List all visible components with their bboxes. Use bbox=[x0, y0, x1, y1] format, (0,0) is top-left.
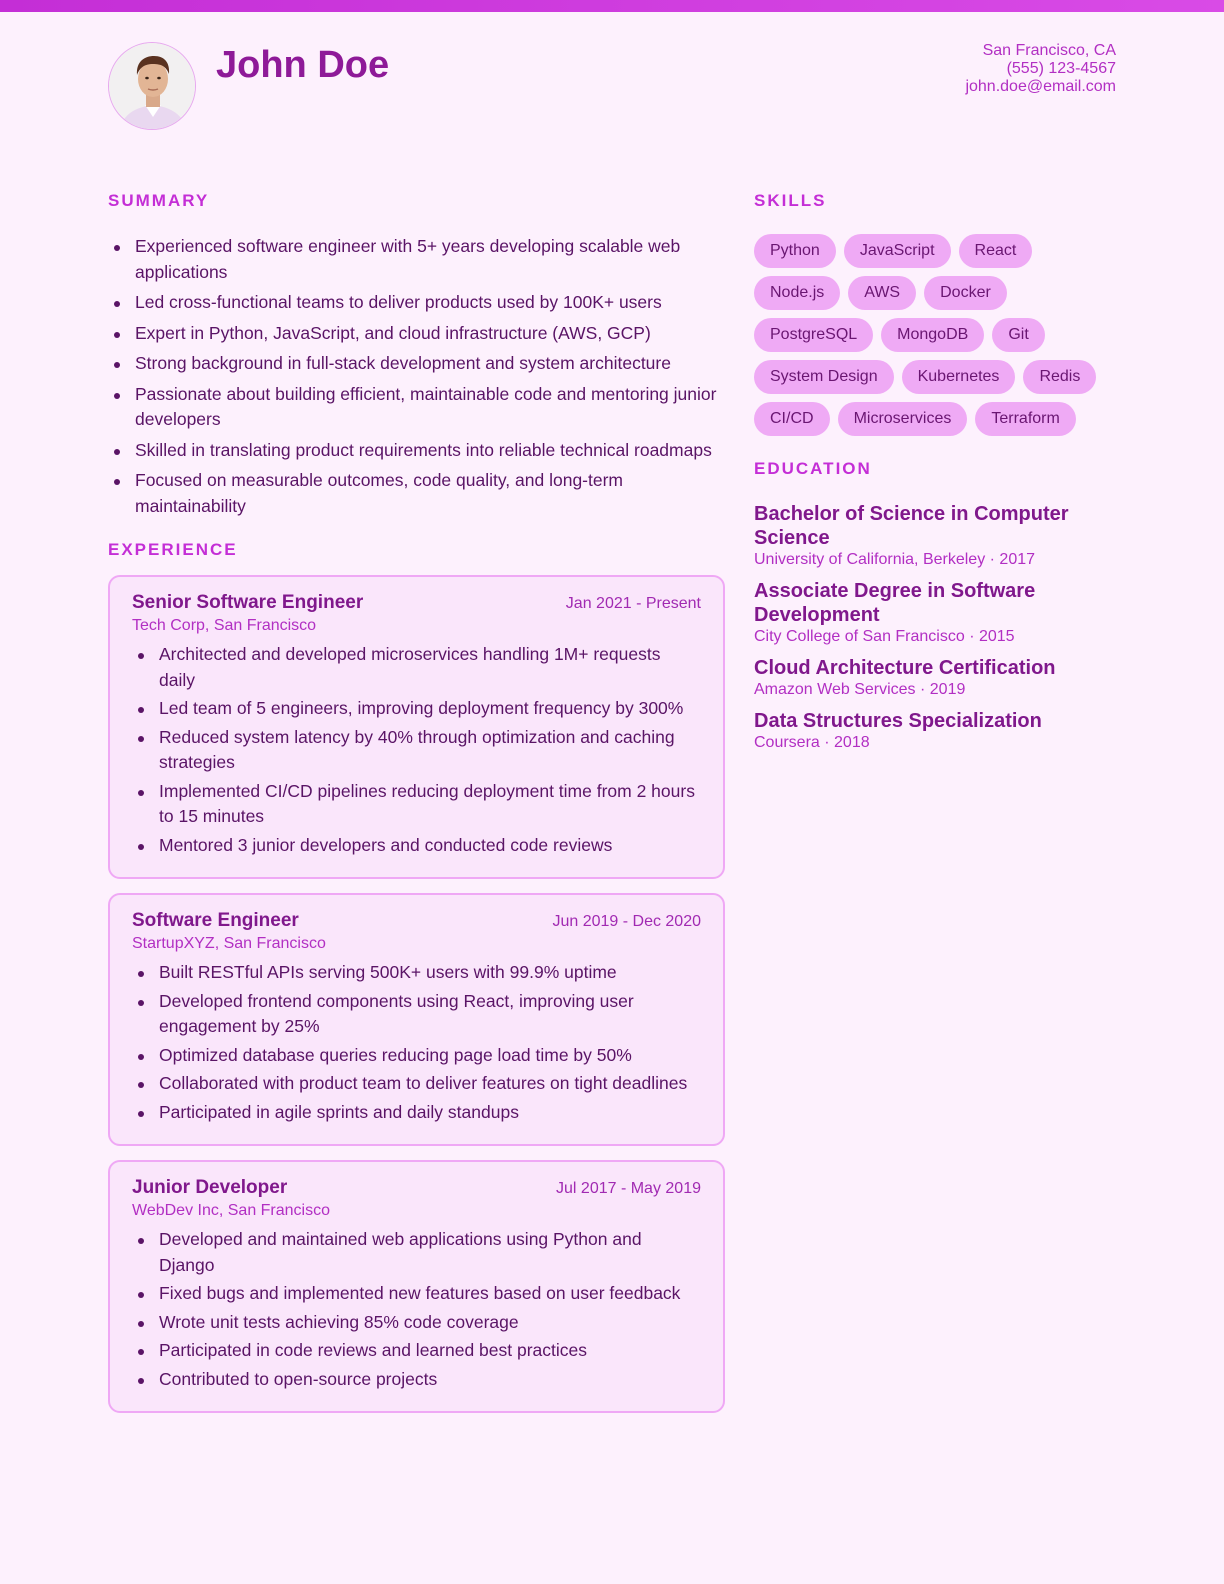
skill-tag: Redis bbox=[1023, 360, 1096, 394]
summary-item: Passionate about building efficient, maintainable code and mentoring junior developers bbox=[108, 382, 725, 433]
job-bullet: Implemented CI/CD pipelines reducing deployment time from 2 hours to 15 minutes bbox=[132, 779, 701, 830]
job-title: Software Engineer bbox=[132, 910, 299, 931]
job-bullets bbox=[132, 642, 701, 858]
job-title: Junior Developer bbox=[132, 1177, 288, 1198]
job-company: WebDev Inc, San Francisco bbox=[132, 1202, 331, 1219]
education-item bbox=[754, 502, 1116, 570]
summary-item: Strong background in full-stack development and system architecture bbox=[108, 351, 725, 377]
skill-tag: Python bbox=[754, 234, 836, 268]
education-degree: Bachelor of Science in Computer Science bbox=[754, 503, 1069, 549]
education-meta: City College of San Francisco · 2015 bbox=[754, 628, 1015, 645]
skill-tag: React bbox=[959, 234, 1033, 268]
skill-tag: PostgreSQL bbox=[754, 318, 873, 352]
summary-item: Focused on measurable outcomes, code quality, and long-term maintainability bbox=[108, 468, 725, 519]
skills-list bbox=[754, 234, 1116, 444]
contact-location: San Francisco, CA bbox=[982, 42, 1116, 59]
skill-tag: Docker bbox=[924, 276, 1007, 310]
job-bullet: Participated in code reviews and learned best practices bbox=[132, 1338, 701, 1364]
job-card bbox=[108, 893, 725, 1146]
education-degree: Associate Degree in Software Development bbox=[754, 580, 1036, 626]
education-meta: Coursera · 2018 bbox=[754, 734, 870, 751]
experience-heading: EXPERIENCE bbox=[108, 540, 238, 559]
job-dates: Jan 2021 - Present bbox=[565, 595, 701, 612]
contact-phone: (555) 123-4567 bbox=[1006, 60, 1116, 77]
job-company: Tech Corp, San Francisco bbox=[132, 617, 317, 634]
job-bullet: Collaborated with product team to deliver features on tight deadlines bbox=[132, 1071, 701, 1097]
summary-list bbox=[108, 234, 725, 519]
skill-tag: AWS bbox=[848, 276, 916, 310]
education-item bbox=[754, 579, 1116, 647]
skill-tag: Microservices bbox=[838, 402, 968, 436]
job-card bbox=[108, 1160, 725, 1413]
skill-tag: MongoDB bbox=[881, 318, 984, 352]
job-bullet: Participated in agile sprints and daily standups bbox=[132, 1100, 701, 1126]
job-title: Senior Software Engineer bbox=[132, 592, 364, 613]
job-bullet: Fixed bugs and implemented new features based on user feedback bbox=[132, 1281, 701, 1307]
job-dates: Jun 2019 - Dec 2020 bbox=[552, 913, 701, 930]
job-bullet: Mentored 3 junior developers and conducted code reviews bbox=[132, 833, 701, 859]
skill-tag: Node.js bbox=[754, 276, 840, 310]
contact-email[interactable]: john.doe@email.com bbox=[965, 78, 1116, 95]
skill-tag: CI/CD bbox=[754, 402, 830, 436]
job-bullet: Built RESTful APIs serving 500K+ users with 99.9% uptime bbox=[132, 960, 701, 986]
job-bullet: Reduced system latency by 40% through optimization and caching strategies bbox=[132, 725, 701, 776]
side-column bbox=[754, 190, 1116, 762]
job-card bbox=[108, 575, 725, 879]
job-dates: Jul 2017 - May 2019 bbox=[556, 1180, 701, 1197]
skills-heading: SKILLS bbox=[754, 191, 827, 210]
resume-header bbox=[108, 42, 1116, 130]
job-bullets bbox=[132, 960, 701, 1125]
summary-item: Experienced software engineer with 5+ years developing scalable web applications bbox=[108, 234, 725, 285]
education-item bbox=[754, 709, 1116, 753]
education-list bbox=[754, 502, 1116, 753]
avatar-photo-icon bbox=[109, 43, 196, 130]
summary-item: Expert in Python, JavaScript, and cloud infrastructure (AWS, GCP) bbox=[108, 321, 725, 347]
top-accent-bar bbox=[0, 0, 1224, 12]
job-bullet: Developed frontend components using React, improving user engagement by 25% bbox=[132, 989, 701, 1040]
education-item bbox=[754, 656, 1116, 700]
skill-tag: JavaScript bbox=[844, 234, 951, 268]
main-column bbox=[108, 190, 725, 1413]
job-bullet: Contributed to open-source projects bbox=[132, 1367, 701, 1393]
education-degree: Cloud Architecture Certification bbox=[754, 657, 1056, 679]
skill-tag: Git bbox=[992, 318, 1044, 352]
summary-heading: SUMMARY bbox=[108, 191, 210, 210]
candidate-name: John Doe bbox=[216, 44, 390, 86]
skill-tag: Kubernetes bbox=[902, 360, 1016, 394]
summary-item: Skilled in translating product requirements into reliable technical roadmaps bbox=[108, 438, 725, 464]
job-bullet: Led team of 5 engineers, improving deployment frequency by 300% bbox=[132, 696, 701, 722]
job-bullets bbox=[132, 1227, 701, 1392]
job-bullet: Architected and developed microservices handling 1M+ requests daily bbox=[132, 642, 701, 693]
skill-tag: Terraform bbox=[975, 402, 1075, 436]
education-meta: University of California, Berkeley · 2017 bbox=[754, 551, 1036, 568]
job-company: StartupXYZ, San Francisco bbox=[132, 935, 326, 952]
job-bullet: Optimized database queries reducing page load time by 50% bbox=[132, 1043, 701, 1069]
education-degree: Data Structures Specialization bbox=[754, 710, 1042, 732]
education-heading: EDUCATION bbox=[754, 459, 872, 478]
job-bullet: Developed and maintained web applications using Python and Django bbox=[132, 1227, 701, 1278]
skill-tag: System Design bbox=[754, 360, 894, 394]
job-bullet: Wrote unit tests achieving 85% code coverage bbox=[132, 1310, 701, 1336]
avatar bbox=[108, 42, 196, 130]
summary-item: Led cross-functional teams to deliver products used by 100K+ users bbox=[108, 290, 725, 316]
education-meta: Amazon Web Services · 2019 bbox=[754, 681, 966, 698]
contact-info bbox=[965, 42, 1116, 96]
